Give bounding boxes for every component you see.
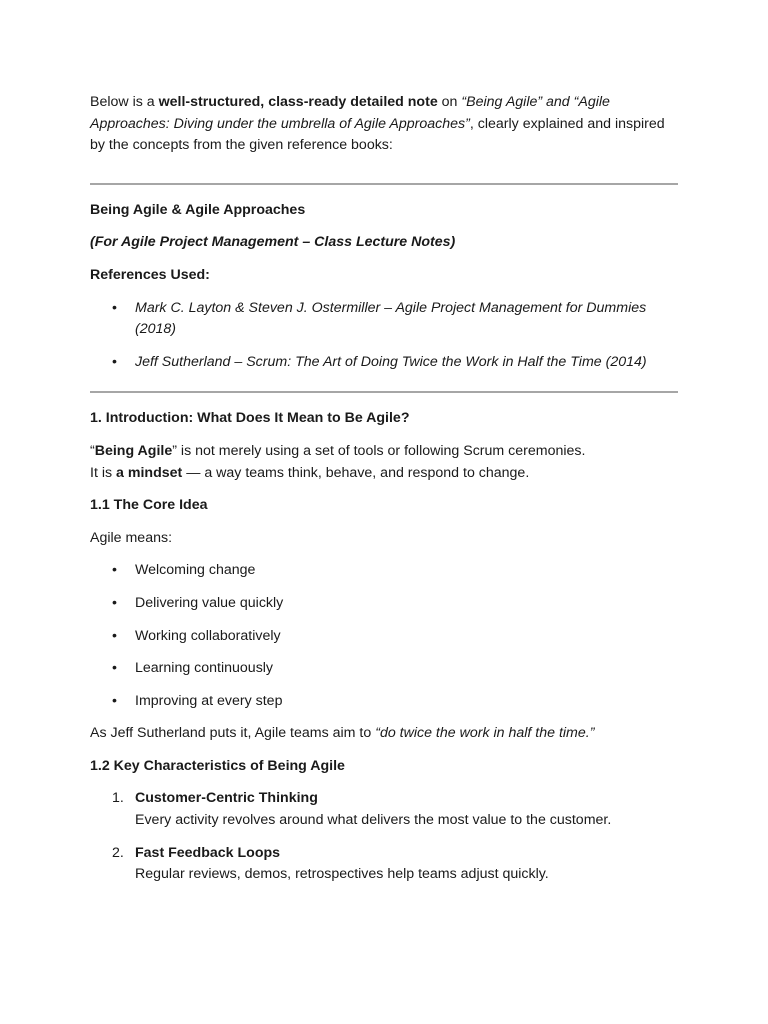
list-item (90, 788, 680, 831)
list-number: 2. (112, 844, 124, 861)
list-item (90, 843, 680, 886)
list-item: • Welcoming change (90, 560, 680, 582)
references-heading-text: References Used: (90, 266, 210, 283)
list-number: 1. (112, 790, 124, 807)
text: “ (90, 442, 95, 459)
intro-paragraph (90, 92, 680, 157)
subsection-heading-text: 1.1 The Core Idea (90, 497, 208, 514)
text: — a way teams think, behave, and respond to change. (182, 464, 530, 481)
text: ” is not merely using a set of tools or following Scrum ceremonies. (172, 442, 586, 459)
list-item: • Improving at every step (90, 691, 680, 713)
document-subtitle-text: (For Agile Project Management – Class Lecture Notes) (90, 234, 456, 251)
horizontal-divider (90, 183, 678, 185)
intro-italic-title: “Being Agile” and “Agile Approaches: Diving under the umbrella of Agile Approaches” (90, 94, 610, 132)
subsection-heading (90, 495, 680, 517)
bold-term: a mindset (116, 464, 183, 481)
agile-means-label: Agile means: (90, 529, 173, 546)
quote-text: “do twice the work in half the time.” (375, 725, 595, 742)
characteristic-description: Regular reviews, demos, retrospectives help teams adjust quickly. (135, 866, 549, 883)
agile-means-list (90, 560, 680, 712)
document-title-text: Being Agile & Agile Approaches (90, 201, 306, 218)
horizontal-divider (90, 391, 678, 393)
characteristic-description: Every activity revolves around what delivers the most value to the customer. (135, 812, 612, 829)
text: It is (90, 464, 117, 481)
intro-mindset-line (90, 441, 680, 463)
reference-text: Mark C. Layton & Steven J. Ostermiller – Agile Project Management for Dummies (2018) (135, 299, 647, 338)
characteristic-title: Fast Feedback Loops (135, 844, 281, 861)
text: As Jeff Sutherland puts it, Agile teams aim to (90, 725, 376, 742)
document-subtitle (90, 232, 680, 254)
intro-text: on (437, 94, 462, 110)
subsection-heading-text: 1.2 Key Characteristics of Being Agile (90, 757, 345, 774)
list-item: • Delivering value quickly (90, 593, 680, 615)
document-title (90, 200, 680, 222)
document-content (90, 92, 680, 897)
characteristics-list (90, 788, 680, 885)
reference-item (90, 298, 680, 341)
intro-bold-text: well-structured, class-ready detailed note (158, 94, 438, 110)
intro-text: Below is a (90, 94, 159, 110)
intro-mindset-line (90, 463, 680, 485)
reference-text: Jeff Sutherland – Scrum: The Art of Doing Twice the Work in Half the Time (2014) (135, 353, 647, 370)
list-item: • Working collaboratively (90, 626, 680, 648)
intro-text: , clearly explained and inspired by the concepts from the given reference books: (90, 115, 665, 154)
list-item: • Learning continuously (90, 658, 680, 680)
references-heading (90, 265, 680, 287)
references-list (90, 298, 680, 374)
reference-item (90, 352, 680, 374)
section-heading-text: 1. Introduction: What Does It Mean to Be Agile? (90, 410, 410, 427)
sutherland-quote (90, 723, 680, 745)
section-heading (90, 408, 680, 430)
bold-term: Being Agile (94, 442, 173, 459)
characteristic-title: Customer-Centric Thinking (135, 790, 318, 807)
subsection-heading (90, 756, 680, 778)
